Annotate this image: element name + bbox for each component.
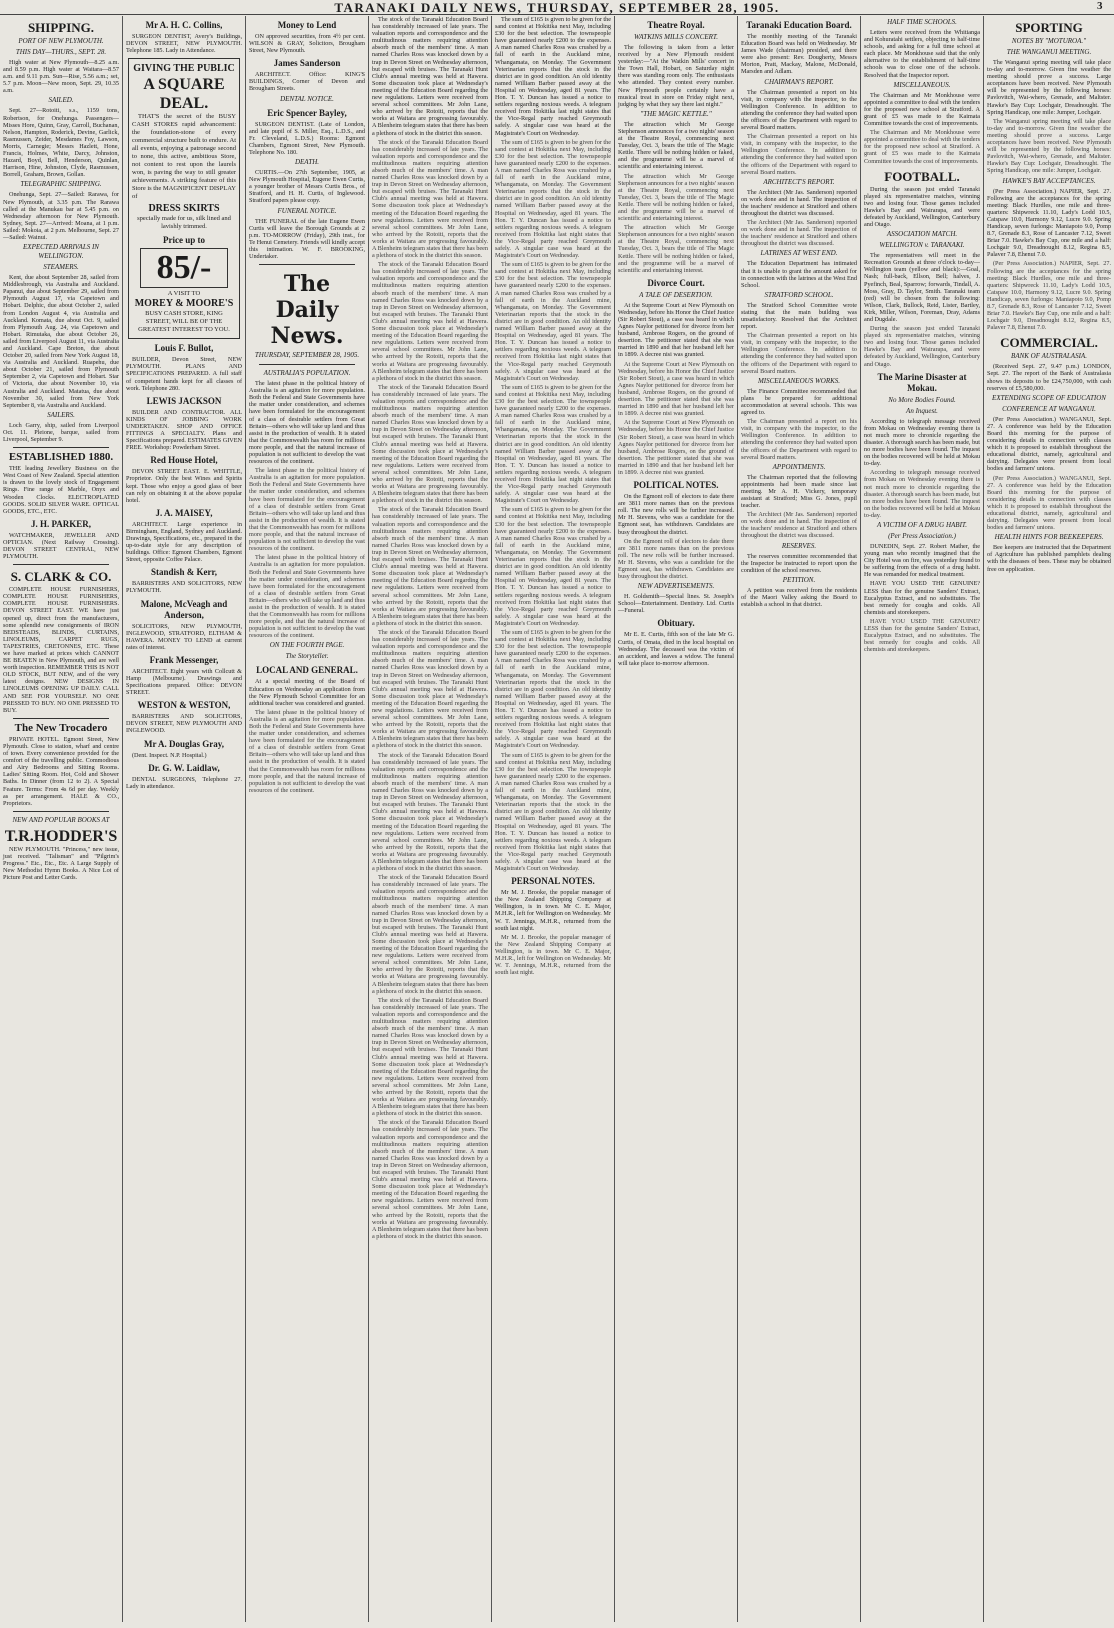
sanderson-name: James Sanderson — [273, 58, 341, 69]
leader-text-continued: The latest phase in the political history of Australia is an agitation for more population. Both the Federal and State Governments have the matter under consideration, and schemes have been formulated for the encouragement of a class of desirable settlers from Great Britain—others who will take up land and thus assist in the production of wealth. It is stated that the Commonwealth has room for millions more people, and that the natural increase of population is not sufficient to develop the vast resources of the continent. — [249, 467, 365, 553]
maisey-name: J. A. MAISEY, — [155, 507, 213, 518]
hodder-text: NEW PLYMOUTH. "Princess," new issue, just received. "Talisman" and "Pilgrim's Progress." Etc., Etc., Etc. A Large Supply of New Methodist Hymn Books. A Nice Lot of Picture Post and Letter Cards. — [3, 845, 119, 882]
divorce-heading: Divorce Court. — [647, 277, 705, 288]
standish-name: Standish & Kerr, — [151, 567, 217, 578]
sporting-subheading: NOTES BY "MOTUROA." — [1011, 37, 1087, 45]
local-items-continued: The stock of the Taranaki Education Board has considerably increased of late years. The valuation reports and correspondence and the multitudinous matters requiring attention absorb much of the members' time. A man named Charles Ross was knocked down by a trap in Devon Street on Wednesday afternoon, but escaped with bruises. The Taranaki Hunt Club's annual meeting was held at Hawera. Some discussion took place at Wednesday's meeting of the Education Board regarding the new regulations. Letters were received from several school committees. Mr John Lane, who arrived by the Rotoiti, reports that the works at Waitara are progressing favourably. A Blenheim telegram states that there has been a plethora of stock in the district this season. — [372, 1119, 488, 1240]
mokau-heading: The Marine Disaster at Mokau. — [877, 371, 967, 393]
maisey-text: ARCHITECT. Large experience in Birmingham, England, Sydney and Auckland. Drawings, Specifications, etc., prepared in the up-to-date style for any description of buildings. Office: Egmont Chambers, Egmont Street, opposite Coffee Palace. — [126, 520, 242, 564]
local-items-continued: The sum of £165 is given to be given for the sand contest at Hokitika next May, including £30 for the best selection. The townspeople have guaranteed nearly £200 to the expenses. A man named Charles Ross was crushed by a fall of earth in the Auckland mine, Whangamata, on Monday. The Government Veterinarian reports that the stock in the district are in good condition. An old identity named William Barber passed away at the Hospital on Wednesday, aged 81 years. The Hon. T. Y. Duncan has issued a notice to settlers regarding noxious weeds. A telegram received from Hokitika last night states that the Vice-Regal party reached Greymouth safely. A singular case was heard at the Magistrate's Court on Wednesday. — [495, 383, 611, 505]
money-text: ON approved securities, from 4½ per cent. WILSON & GRAY, Solicitors, Brougham Street, New Plymouth. — [249, 33, 365, 55]
bullot-text: BUILDER, Devon Street, NEW PLYMOUTH. PLANS AND SPECIFICATIONS PREPARED. A full staff of competent hands kept for all classes of work. Telephone 280. — [126, 356, 242, 392]
shipping-heading: SHIPPING. — [27, 20, 95, 35]
local-items-continued: The sum of £165 is given to be given for the sand contest at Hokitika next May, including £30 for the best selection. The townspeople have guaranteed nearly £200 to the expenses. A man named Charles Ross was crushed by a fall of earth in the Auckland mine, Whangamata, on Monday. The Government Veterinarian reports that the stock in the district are in good condition. An old identity named William Barber passed away at the Hospital on Wednesday, aged 81 years. The Hon. T. Y. Duncan has issued a notice to settlers regarding noxious weeds. A telegram received from Hokitika last night states that the Vice-Regal party reached Greymouth safely. A singular case was heard at the Magistrate's Court on Wednesday. — [495, 138, 611, 260]
visit-text: A VISIT TO — [167, 290, 201, 298]
theatre-heading: Theatre Royal. — [647, 20, 705, 30]
political-heading: POLITICAL NOTES. — [633, 480, 719, 491]
column-4 — [369, 16, 491, 1622]
collins-text: SURGEON DENTIST, Avery's Buildings, DEVON STREET, NEW PLYMOUTH. Telephone 185. Lady in Attendance. — [126, 33, 242, 55]
new-ads-text: H. Goldsmith—Special lines. St. Joseph's School—Entertainment. Dentistry. Ltd. Curtis—Funeral. — [618, 593, 734, 615]
local-general-text: At a special meeting of the Board of Education on Wednesday an application from the New Plymouth School Committee for an additional teacher was considered and granted. — [249, 678, 365, 707]
eucalyptus-ad-continued: HAVE YOU USED THE GENUINE? LESS than for the genuine Sanders' Extract, Eucalyptus Extract, and no substitutes. The best remedy for coughs and colds. All chemists and storekeepers. — [864, 617, 980, 654]
local-general-heading: LOCAL AND GENERAL. — [256, 665, 358, 676]
wanganui-continued: The Wanganui spring meeting will take place to-day and to-morrow. Given fine weather the meeting should prove a success. Large acceptances have been received. New Plymouth will be represented by the following horses: Pavlovitch, Wai-whero, Grenade, and Maltster. Hawke's Bay Cup: Lochgair, Dreadnought. The Spring Handicap, one mile: Jumper, Lochgair. — [987, 117, 1111, 175]
education-scope-subheading: CONFERENCE AT WANGANUI. — [1002, 404, 1096, 413]
association-text: The representatives will meet in the Recreation Grounds at three o'clock to-day—Wellington team (yellow and black):—Goal, Nash; full-back, Ellson, Bell; halves, J. Pyefinch, Beal, Sparrow; forwards, Tindall, A. Moss, Gray, D. Taylor, Smith. Taranaki team (red) will be chosen from the following: Wilson, Clark, Bullock, Reid, Lister, Bartley, Kirk, Miller, Wilson, Foreman, Dray, Adams and Dugdale. — [864, 252, 980, 323]
death-text: CURTIS.—On 27th September, 1905, at New Plymouth Hospital, Eugene Ewen Curtis, a younger brother of Messrs Curtis Bros., of Stratford, and H. H. Curtis, of Inglewood. Stratford papers please copy. — [249, 169, 365, 205]
mokau-text: According to telegraph message received from Mokau on Wednesday evening there is not much more to chronicle regarding the disaster. A thorough search has been made, but no more bodies have been found. The inquest on the bodies recovered will be held at Mokau to-day. — [864, 417, 980, 468]
divorce-subheading: A TALE OF DESERTION. — [639, 290, 713, 299]
expected-heading: EXPECTED ARRIVALS IN WELLINGTON. — [23, 243, 99, 261]
architect-report-text: The Architect (Mr Jas. Sanderson) reported on work done and in hand. The inspection of the teachers' residence at Stratford and others throughout the district was discussed. — [741, 188, 857, 217]
theatre-subheading: WATKINS MILLS CONCERT. — [633, 33, 719, 41]
magic-kettle-continued: The attraction which Mr George Stephenson announces for a two nights' season at the Theatre Royal, commencing next Tuesday, Oct. 3, bears the title of The Magic Kettle. There will be nothing hidden or faked, and the programme will be a marvel of scientific and entertaining interest. — [618, 224, 734, 274]
association-heading: ASSOCIATION MATCH. — [886, 230, 958, 239]
local-items-continued: The sum of £165 is given to be given for the sand contest at Hokitika next May, including £30 for the best selection. The townspeople have guaranteed nearly £200 to the expenses. A man named Charles Ross was crushed by a fall of earth in the Auckland mine, Whangamata, on Monday. The Government Veterinarian reports that the stock in the district are in good condition. An old identity named William Barber passed away at the Hospital on Wednesday, aged 81 years. The Hon. T. Y. Duncan has issued a notice to settlers regarding noxious weeds. A telegram received from Hokitika last night states that the Vice-Regal party reached Greymouth safely. A singular case was heard at the Magistrate's Court on Wednesday. — [495, 751, 611, 873]
misc-works-text: The Finance Committee recommended that plans be prepared for additional accommodation at several schools. This was agreed to. — [741, 387, 857, 417]
messenger-text: ARCHITECT. Eight years with Collcutt & Hamp (Melbourne). Drawings and Specifications prepared. Office: DEVON STREET. — [126, 667, 242, 697]
column-7 — [738, 16, 860, 1622]
magic-kettle-continued: The attraction which Mr George Stephenson announces for a two nights' season at the Theatre Royal, commencing next Tuesday, Oct. 3, bears the title of The Magic Kettle. There will be nothing hidden or faked, and the programme will be a marvel of scientific and entertaining interest. — [618, 172, 734, 223]
malone-name: Malone, McVeagh and Anderson, — [140, 598, 228, 620]
sailers-heading: SAILERS. — [47, 410, 75, 419]
football-text: During the season just ended Taranaki played six representative matches, winning two and losing four. Those games included Hawke's Bay and Wairarapa, and were defeated by Auckland, Wellington, Canterbury and Otago. — [864, 185, 980, 229]
weston-text: BARRISTERS AND SOLICITORS, DEVON STREET, NEW PLYMOUTH AND INGLEWOOD. — [126, 713, 242, 735]
divider — [13, 447, 109, 448]
education-scope-heading: EXTENDING SCOPE OF EDUCATION — [992, 393, 1106, 402]
established-text: THE leading Jewellery Business on the West Coast of New Zealand. Special attention is drawn to the lovely stock of Engagement Rings. Fine range of Marble, Onyx and Wooden Clocks. ELECTROPLATED GOODS. SOLID SILVER WARE. OPTICAL GOODS, ETC., ETC. — [3, 465, 119, 515]
local-items-continued: The sum of £165 is given to be given for the sand contest at Hokitika next May, including £30 for the best selection. The townspeople have guaranteed nearly £200 to the expenses. A man named Charles Ross was crushed by a fall of earth in the Auckland mine, Whangamata, on Monday. The Government Veterinarian reports that the stock in the district are in good condition. An old identity named William Barber passed away at the Hospital on Wednesday, aged 81 years. The Hon. T. Y. Duncan has issued a notice to settlers regarding noxious weeds. A telegram received from Hokitika last night states that the Vice-Regal party reached Greymouth safely. A singular case was heard at the Magistrate's Court on Wednesday. — [495, 261, 611, 382]
half-time-heading: HALF TIME SCHOOLS. — [887, 18, 957, 26]
petition-heading: PETITION. — [782, 575, 816, 584]
death-heading: DEATH. — [294, 158, 320, 167]
trocadero-text: PRIVATE HOTEL. Egmont Street, New Plymouth. Close to station, wharf and centre of town. Every convenience provided for the comfort of the travelling public. Commodious and Airy Bedrooms and Sitting Rooms. Ladies' Sitting Room. Hot, Cold and Shower Baths. In Dinner (from 12 to 2). A Special Feature. Terms: From 4s 6d per day. Weekly as per arrangement. HALE & CO., Proprietors. — [3, 735, 119, 807]
appointments-continued: The Architect (Mr Jas. Sanderson) reported on work done and in hand. The inspection of the teachers' residence at Stratford and others throughout the district was discussed. — [741, 511, 857, 540]
local-items-text-2: The sum of £165 is given to be given for the sand contest at Hokitika next May, including £30 for the best selection. The townspeople have guaranteed nearly £200 to the expenses. A man named Charles Ross was crushed by a fall of earth in the Auckland mine, Whangamata, on Monday. The Government Veterinarian reports that the stock in the district are in good condition. An old identity named William Barber passed away at the Hospital on Wednesday, aged 81 years. The Hon. T. Y. Duncan has issued a notice to settlers regarding noxious weeds. A telegram received from Hokitika last night states that the Vice-Regal party reached Greymouth safely. A singular case was heard at the Magistrate's Court on Wednesday. — [495, 16, 611, 137]
laidlaw-name: Dr. G. W. Laidlaw, — [148, 762, 220, 773]
local-items-continued: The stock of the Taranaki Education Board has considerably increased of late years. The valuation reports and correspondence and the multitudinous matters requiring attention absorb much of the members' time. A man named Charles Ross was knocked down by a trap in Devon Street on Wednesday afternoon, but escaped with bruises. The Taranaki Hunt Club's annual meeting was held at Hawera. Some discussion took place at Wednesday's meeting of the Education Board regarding the new regulations. Letters were received from several school committees. Mr John Lane, who arrived by the Rotoiti, reports that the works at Waitara are progressing favourably. A Blenheim telegram states that there has been a plethora of stock in the district this season. — [372, 261, 488, 382]
mokau-continued: According to telegraph message received from Mokau on Wednesday evening there is not much more to chronicle regarding the disaster. A thorough search has been made, but no more bodies have been found. The inquest on the bodies recovered will be held at Mokau to-day. — [864, 469, 980, 519]
personal-notes-heading: PERSONAL NOTES. — [511, 876, 595, 887]
political-continued: On the Egmont roll of electors to date there are 3811 more names than on the previous roll. The new rolls will be further increased. Mr H. Stevens, who was a candidate for the Egmont seat, has withdrawn. Candidates are busy throughout the district. — [618, 537, 734, 581]
column-3 — [246, 16, 368, 1622]
drug-habit-text: DUNEDIN, Sept. 27. Robert Mather, the young man who recently imagined that the City Hotel was on fire, was yesterday found to be suffering from the effects of a drug habit. He was remanded for medical treatment. — [864, 542, 980, 579]
chairman-report-heading: CHAIRMAN'S REPORT. — [764, 77, 834, 86]
funeral-text: THE FUNERAL of the late Eugene Ewen Curtis will leave the Borough Grounds at 2 p.m. TO-MORROW (Friday), 29th inst., for Te Henui Cemetery. Friends will kindly accept this intimation. W. F. BROOKING, Undertaker. — [249, 217, 365, 260]
hawkes-bay-heading: HAWKE'S BAY ACCEPTANCES. — [1002, 176, 1096, 185]
divider — [13, 564, 109, 565]
local-items-continued: The sum of £165 is given to be given for the sand contest at Hokitika next May, including £30 for the best selection. The townspeople have guaranteed nearly £200 to the expenses. A man named Charles Ross was crushed by a fall of earth in the Auckland mine, Whangamata, on Monday. The Government Veterinarian reports that the stock in the district are in good condition. An old identity named William Barber passed away at the Hospital on Wednesday, aged 81 years. The Hon. T. Y. Duncan has issued a notice to settlers regarding noxious weeds. A telegram received from Hokitika last night states that the Vice-Regal party reached Greymouth safely. A singular case was heard at the Magistrate's Court on Wednesday. — [495, 628, 611, 750]
fourth-page-subheading: The Storyteller. — [285, 652, 329, 661]
education-board-heading: Taranaki Education Board. — [746, 20, 852, 30]
morey-moore-name: MOREY & MOORE'S — [134, 298, 234, 310]
telegraphic-text: Onehunga, Sept. 27—Sailed: Rarawa, for New Plymouth, at 3.35 p.m. The Rarawa called at the Manukau bar at 5.45 p.m. on Wednesday afternoon for New Plymouth. Sydney, Sept. 27—Arrived: Moana, at 1 p.m. Sailed: Mokoia, at 2 p.m. Melbourne, Sept. 27—Sailed: Wainui. — [3, 191, 119, 241]
half-time-text: Letters were received from the Whitianga and Kohuratahi settlers, objecting to half-time schools, and asking for a full time school at each place. Mr Monkhouse said that the only alternative to the establishment of half-time schools was to close one of the schools. Resolved that the Inspector report. — [864, 29, 980, 79]
red-house-text: DEVON STREET EAST. E. WHITTLE, Proprietor. Only the best Wines and Spirits kept. Those who enjoy a good glass of beer can rely on obtaining it at the above popular hotel. — [126, 468, 242, 504]
dress-skirts-text: specially made for us, silk lined and lavishly trimmed. — [137, 215, 231, 231]
hawkes-bay-text: (Per Press Association.) NAPIER, Sept. 27. Following are the acceptances for the spring meeting: Black Hurdles, one mile and three-quarters: Shipwreck 11.10, Lady's Lodd 10.5, Catspaw 10.0, Harmony 9.12, Lucre 9.0. Spring Handicap, seven furlongs: Maniapoto 9.0, Pomp 8.7, Grenade 8.3, Rose of Lancaster 7.12, Sweet Briar 7.0. Hawke's Bay Cup, one mile and a half: Lochgair 9.0, Dreadnought 8.12, Regina 8.5, Palaver 7.8, Ehenui 7.0. — [987, 187, 1111, 259]
hodder-name: T.R.HODDER'S — [4, 827, 118, 845]
chairman-report-text: The Chairman presented a report on his visit, in company with the inspector, to the Wellington Conference. In addition to attending the conference they had waited upon the officers of the Department with regard to several Board matters. — [741, 88, 857, 132]
weston-name: WESTON & WESTON, — [137, 700, 231, 711]
divorce-continued: At the Supreme Court at New Plymouth on Wednesday, before his Honor the Chief Justice (Sir Robert Stout), a case was heard in which Agnes Naylor petitioned for divorce from her husband, Ambrose Rogers, on the ground of desertion. The petitioner stated that she was married in 1890 and that her husband left her in 1899. A decree nisi was granted. — [618, 360, 734, 418]
obituary-heading: Obituary. — [657, 618, 695, 629]
reserves-heading: RESERVES. — [781, 541, 817, 550]
column-9 — [984, 16, 1114, 1622]
architect-report-heading: ARCHITECT'S REPORT. — [763, 177, 835, 186]
shipping-date: THIS DAY—THURS., SEPT. 28. — [15, 48, 107, 56]
local-items-continued: The stock of the Taranaki Education Board has considerably increased of late years. The valuation reports and correspondence and the multitudinous matters requiring attention absorb much of the members' time. A man named Charles Ross was knocked down by a trap in Devon Street on Wednesday afternoon, but escaped with bruises. The Taranaki Hunt Club's annual meeting was held at Hawera. Some discussion took place at Wednesday's meeting of the Education Board regarding the new regulations. Letters were received from several school committees. Mr John Lane, who arrived by the Rotoiti, reports that the works at Waitara are progressing favourably. A Blenheim telegram states that there has been a plethora of stock in the district this season. — [372, 996, 488, 1118]
drug-habit-heading: A VICTIM OF A DRUG HABIT. — [876, 520, 968, 529]
commercial-text: (Received Sept. 27, 9.47 p.m.) LONDON, Sept. 27. The report of the Bank of Australasia shows its deposits to be £24,750,000, with cash reserves of £5,580,000. — [987, 363, 1111, 392]
local-items-continued: The stock of the Taranaki Education Board has considerably increased of late years. The valuation reports and correspondence and the multitudinous matters requiring attention absorb much of the members' time. A man named Charles Ross was knocked down by a trap in Devon Street on Wednesday afternoon, but escaped with bruises. The Taranaki Hunt Club's annual meeting was held at Hawera. Some discussion took place at Wednesday's meeting of the Education Board regarding the new regulations. Letters were received from several school committees. Mr John Lane, who arrived by the Rotoiti, reports that the works at Waitara are progressing favourably. A Blenheim telegram states that there has been a plethora of stock in the district this season. — [372, 138, 488, 260]
sailers-text: Loch Garry, ship, sailed from Liverpool Oct. 11. Pleione, barque, sailed from Liverpool, September 9. — [3, 421, 119, 444]
red-house-name: Red House Hotel, — [150, 455, 218, 466]
commercial-subheading: BANK OF AUSTRALASIA. — [1011, 352, 1087, 361]
local-items-continued: The stock of the Taranaki Education Board has considerably increased of late years. The valuation reports and correspondence and the multitudinous matters requiring attention absorb much of the members' time. A man named Charles Ross was knocked down by a trap in Devon Street on Wednesday afternoon, but escaped with bruises. The Taranaki Hunt Club's annual meeting was held at Hawera. Some discussion took place at Wednesday's meeting of the Education Board regarding the new regulations. Letters were received from several school committees. Mr John Lane, who arrived by the Rotoiti, reports that the works at Waitara are progressing favourably. A Blenheim telegram states that there has been a plethora of stock in the district this season. — [372, 751, 488, 873]
education-scope-text: (Per Press Association.) WANGANUI, Sept. 27. A conference was held by the Education Board this morning for the purpose of considering details in connection with classes which it is proposed to establish throughout the educational district, namely, agricultural and dairying. Delegates were present from local bodies and farmers' unions. — [987, 415, 1111, 473]
stratford-school-text: The Stratford School Committee wrote stating that the main building was unsatisfactory. Resolved that the Architect report. — [741, 301, 857, 331]
bayley-name: Eric Spencer Bayley, — [267, 107, 347, 118]
busy-cash-advertisement — [128, 58, 240, 339]
trocadero-name: The New Trocadero — [14, 721, 108, 734]
masthead-title: TARANAKI DAILY NEWS, THURSDAY, SEPTEMBER 28, 1905. — [334, 0, 780, 15]
column-5 — [492, 16, 614, 1622]
magic-kettle-text: The attraction which Mr George Stephenson announces for a two nights' season at the Theatre Royal, commencing next Tuesday, Oct. 3, bears the title of The Magic Kettle. There will be nothing hidden or faked, and the programme will be a marvel of scientific and entertaining interest. — [618, 120, 734, 171]
latrines-text: The Education Department has intimated that it is unable to grant the amount asked for in connection with the latrines at the West End School. — [741, 260, 857, 289]
divider — [13, 811, 109, 812]
standish-text: BARRISTERS AND SOLICITORS, NEW PLYMOUTH. — [126, 580, 242, 595]
health-hints-text: Bee keepers are instructed that the Department of Agriculture has published pamphlets dealing with the diseases of bees. These may be obtained free on application. — [987, 544, 1111, 573]
personal-notes-continued: Mr M. J. Brooke, the popular manager of the New Zealand Shipping Company at Wellington, is in town. Mr C. E. Major, M.H.R., left for Wellington on Wednesday. Mr W. T. Jennings, M.H.R., returned from the south last night. — [495, 933, 611, 977]
established-heading: ESTABLISHED 1880. — [8, 451, 114, 464]
column-8 — [861, 16, 983, 1622]
tides-text: High water at New Plymouth—8.25 a.m. and 8.59 p.m. High water at Waitara—8.57 a.m. and 9.11 p.m. Sun—Rise, 5.56 a.m.; set, 5.7 p.m. Moon—New moon, Sept. 29, 10.35 a.m. — [3, 59, 119, 95]
commercial-heading: COMMERCIAL. — [1000, 335, 1098, 351]
sailed-heading: SAILED. — [48, 96, 74, 105]
steamers-heading: STEAMERS. — [43, 263, 79, 272]
association-subheading: WELLINGTON v. TARANAKI. — [879, 241, 965, 250]
funeral-heading: FUNERAL NOTICE. — [277, 206, 337, 215]
sailed-text: Sept. 27—Rotoiti, s.s., 1159 tons, Robertson, for Onehunga. Passengers—Misses Hore, Quinn, Gray, Carroll, Buchanan, Nelson, Hampton, Roderick, Devine, Garlick, Rasmussen, Zeider, Mesdames Foy, Lawson, Morris, Carnegie; Messrs Hazlett, Hone, Francis, Holmes, White, Darcy, Johnston, Hazard, Boyd, Bell, Henderson, Quinlan, Harrison, Hine, Johnston, Clyde, Rasmussen, Borrell, Graham, Brown, Gollan. — [3, 107, 119, 179]
bayley-text: SURGEON DENTIST. (Late of London, and late pupil of S. Miller, Esq., L.D.S., and Fr. Cleveland, L.D.S.) Rooms: Egmont Chambers, Egmont Street, New Plymouth. Telephone No. 180. — [249, 120, 365, 156]
divider — [13, 718, 109, 719]
wanganui-heading: THE WANGANUI MEETING. — [1006, 48, 1092, 56]
column-2 — [123, 16, 245, 1622]
sporting-heading: SPORTING — [1015, 20, 1083, 35]
leader-text-continued: The latest phase in the political history of Australia is an agitation for more population. Both the Federal and State Governments have the matter under consideration, and schemes have been formulated for the encouragement of a class of desirable settlers from Great Britain—others who will take up land and thus assist in the production of wealth. It is stated that the Commonwealth has room for millions more people, and that the natural increase of population is not sufficient to develop the vast resources of the continent. — [249, 554, 365, 640]
football-heading: FOOTBALL. — [884, 168, 960, 184]
local-items-continued: The stock of the Taranaki Education Board has considerably increased of late years. The valuation reports and correspondence and the multitudinous matters requiring attention absorb much of the members' time. A man named Charles Ross was knocked down by a trap in Devon Street on Wednesday afternoon, but escaped with bruises. The Taranaki Hunt Club's annual meeting was held at Hawera. Some discussion took place at Wednesday's meeting of the Education Board regarding the new regulations. Letters were received from several school committees. Mr John Lane, who arrived by the Rotoiti, reports that the works at Waitara are progressing favourably. A Blenheim telegram states that there has been a plethora of stock in the district this season. — [372, 628, 488, 750]
jackson-name: LEWIS JACKSON — [146, 395, 222, 406]
morey-moore-text: BUSY CASH STORE, KING STREET, WILL BE OF THE GREATEST INTEREST TO YOU. — [138, 310, 230, 334]
local-items-continued: The sum of £165 is given to be given for the sand contest at Hokitika next May, including £30 for the best selection. The townspeople have guaranteed nearly £200 to the expenses. A man named Charles Ross was crushed by a fall of earth in the Auckland mine, Whangamata, on Monday. The Government Veterinarian reports that the stock in the district are in good condition. An old identity named William Barber passed away at the Hospital on Wednesday, aged 81 years. The Hon. T. Y. Duncan has issued a notice to settlers regarding noxious weeds. A telegram received from Hokitika last night states that the Vice-Regal party reached Greymouth safely. A singular case was heard at the Magistrate's Court on Wednesday. — [495, 506, 611, 627]
books-heading: NEW AND POPULAR BOOKS AT — [12, 815, 110, 824]
eucalyptus-ad-text: HAVE YOU USED THE GENUINE? LESS than for the genuine Sanders' Extract, Eucalyptus Extract, and no substitutes. The best remedy for coughs and colds. All chemists and storekeepers. — [864, 580, 980, 616]
misc-works-continued: The Chairman presented a report on his visit, in company with the inspector, to the Wellington Conference. In addition to attending the conference they had waited upon the officers of the Department with regard to several Board matters. — [741, 418, 857, 461]
misc-text: The Chairman and Mr Monkhouse were appointed a committee to deal with the tenders for the proposed new school at Stratford. A grant of £5 was made to the Kaimata Committee towards the cost of improvements. — [864, 91, 980, 128]
divorce-continued: At the Supreme Court at New Plymouth on Wednesday, before his Honor the Chief Justice (Sir Robert Stout), a case was heard in which Agnes Naylor petitioned for divorce from her husband, Ambrose Rogers, on the ground of desertion. The petitioner stated that she was married in 1890 and that her husband left her in 1899. A decree nisi was granted. — [618, 419, 734, 476]
drug-habit-subheading: (Per Press Association.) — [888, 531, 956, 540]
masthead — [0, 0, 1114, 15]
magic-kettle-heading: "THE MAGIC KETTLE." — [640, 109, 712, 118]
parker-text: WATCHMAKER, JEWELLER AND OPTICIAN. (Next Railway Crossing). DEVON STREET CENTRAL, NEW PLYMOUTH. — [3, 531, 119, 561]
square-deal-text: THAT'S the secret of the BUSY CASH STORES rapid advancement: the foundation-stone of every commercial structure built to endure. At all events, enjoying a patronage second to none, this active, ambitious Store, not content to rest upon the laurels won, is paving the way to still greater achievements. A striking feature of this Store is the MAGNIFICENT DISPLAY of — [132, 113, 237, 201]
latrines-heading: LATRINES AT WEST END. — [760, 249, 838, 258]
giving-heading: GIVING THE PUBLIC — [133, 63, 235, 75]
price-value: 85/- — [140, 248, 228, 288]
health-hints-heading: HEALTH HINTS FOR BEEKEEPERS. — [994, 533, 1104, 542]
clark-name: S. CLARK & CO. — [10, 569, 112, 585]
divider — [259, 364, 355, 365]
leader-text: The latest phase in the political history of Australia is an agitation for more population. Both the Federal and State Governments have the matter under consideration, and schemes have been formulated for the encouragement of a class of desirable settlers from Great Britain—others who will take up land and thus assist in the production of wealth. It is stated that the Commonwealth has room for millions more people, and that the natural increase of population is not sufficient to develop the vast resources of the continent. — [249, 380, 365, 466]
appointments-heading: APPOINTMENTS. — [772, 462, 826, 471]
wanganui-text: The Wanganui spring meeting will take place to-day and to-morrow. Given fine weather the meeting should prove a success. Large acceptances have been received. New Plymouth will be represented by the following horses: Pavlovitch, Wai-whero, Grenade, and Maltster. Hawke's Bay Cup: Lochgair, Dreadnought. The Spring Handicap, one mile: Jumper, Lochgair. — [987, 59, 1111, 116]
leader-heading: AUSTRALIA'S POPULATION. — [263, 369, 351, 378]
new-ads-heading: NEW ADVERTISEMENTS. — [637, 582, 715, 591]
fourth-page-heading: ON THE FOURTH PAGE. — [269, 641, 345, 650]
misc-heading: MISCELLANEOUS. — [893, 80, 951, 89]
page-number: 3 — [1097, 0, 1104, 12]
education-scope-continued: (Per Press Association.) WANGANUI, Sept. 27. A conference was held by the Education Board this morning for the purpose of considering details in connection with classes which it is proposed to establish throughout the educational district, namely, agricultural and dairying. Delegates were present from local bodies and farmers' unions. — [987, 474, 1111, 532]
money-heading: Money to Lend — [277, 20, 337, 30]
obituary-text: Mr E. E. Curtis, fifth son of the late Mr G. Curtis, of Omata, died in the local hospital on Wednesday. The deceased was the victim of an accident, and leaves a widow. The funeral will take place to-morrow afternoon. — [618, 631, 734, 667]
dress-skirts-heading: DRESS SKIRTS — [148, 203, 220, 215]
chairman-report-continued: The Chairman presented a report on his visit, in company with the inspector, to the Wellington Conference. In addition to attending the conference they had waited upon the officers of the Department with regard to several Board matters. — [741, 133, 857, 176]
association-continued: During the season just ended Taranaki played six representative matches, winning two and losing four. Those games included Hawke's Bay and Wairarapa, and were defeated by Auckland, Wellington, Canterbury and Otago. — [864, 325, 980, 368]
personal-notes-text: Mr M. J. Brooke, the popular manager of the New Zealand Shipping Company at Wellington, is in town. Mr C. E. Major, M.H.R., left for Wellington on Wednesday. Mr W. T. Jennings, M.H.R., returned from the south last night. — [495, 889, 611, 932]
reserves-text: The reserves committee recommended that the Inspector be instructed to report upon the condition of the school reserves. — [741, 552, 857, 574]
local-items-continued: The stock of the Taranaki Education Board has considerably increased of late years. The valuation reports and correspondence and the multitudinous matters requiring attention absorb much of the members' time. A man named Charles Ross was knocked down by a trap in Devon Street on Wednesday afternoon, but escaped with bruises. The Taranaki Hunt Club's annual meeting was held at Hawera. Some discussion took place at Wednesday's meeting of the Education Board regarding the new regulations. Letters were received from several school committees. Mr John Lane, who arrived by the Rotoiti, reports that the works at Waitara are progressing favourably. A Blenheim telegram states that there has been a plethora of stock in the district this season. — [372, 874, 488, 995]
parker-name: J. H. PARKER, — [30, 518, 92, 529]
bullot-name: Louis F. Bullot, — [154, 343, 214, 354]
divider — [259, 264, 355, 265]
newspaper-title: The Daily News. — [270, 271, 344, 350]
clark-text: COMPLETE HOUSE FURNISHERS, COMPLETE HOUSE FURNISHERS, COMPLETE HOUSE FURNISHERS. DEVON STREET EAST. WE have just opened up, direct from the manufacturers, some splendid new consignments of IRON BEDSTEADS, BLINDS, CURTAINS, LINOLEUMS, CARPET RUGS, TAPESTRIES, CRETONNES, ETC. These we have marked at prices which CANNOT BE BEATEN in New Plymouth, and are well worth inspection. REMEMBER THIS IS NOT OLD STOCK, BUT NEW, and of the very latest designs. NEW DESIGNS IN LINOLEUMS OPENING UP DAILY. CALL AND SEE FOR YOURSELF. NO ONE PRESSED TO BUY. NO ONE PRESSED TO BUY. — [3, 586, 119, 714]
square-deal-heading: A SQUARE DEAL. — [143, 76, 225, 113]
petition-text: A petition was received from the residents of the Maori Valley asking the Board to establish a school in that district. — [741, 586, 857, 608]
jackson-text: BUILDER AND CONTRACTOR. ALL KINDS OF JOBBING WORK UNDERTAKEN. SHOP AND OFFICE FITTINGS A SPECIALTY. Plans and Specifications prepared. ESTIMATES GIVEN FREE. Workshop: Powderham Street. — [126, 408, 242, 452]
column-6 — [615, 16, 737, 1622]
hawkes-bay-continued: (Per Press Association.) NAPIER, Sept. 27. Following are the acceptances for the spring meeting: Black Hurdles, one mile and three-quarters: Shipwreck 11.10, Lady's Lodd 10.5, Catspaw 10.0, Harmony 9.12, Lucre 9.0. Spring Handicap, seven furlongs: Maniapoto 9.0, Pomp 8.7, Grenade 8.3, Rose of Lancaster 7.12, Sweet Briar 7.0. Hawke's Bay Cup, one mile and a half: Lochgair 9.0, Dreadnought 8.12, Regina 8.5, Palaver 7.8, Ehenui 7.0. — [987, 260, 1111, 332]
column-1 — [0, 16, 122, 1622]
port-subheading: PORT OF NEW PLYMOUTH. — [18, 37, 104, 45]
dental-notice-heading: DENTAL NOTICE. — [280, 94, 334, 103]
telegraphic-heading: TELEGRAPHIC SHIPPING. — [20, 180, 102, 189]
political-text: On the Egmont roll of electors to date there are 3811 more names than on the previous roll. The new rolls will be further increased. Mr H. Stevens, who was a candidate for the Egmont seat, has withdrawn. Candidates are busy throughout the district. — [618, 493, 734, 536]
mokau-inquest: An Inquest. — [906, 406, 938, 415]
newspaper-date: THURSDAY, SEPTEMBER 28, 1905. — [254, 351, 360, 360]
sanderson-text: ARCHITECT. Office: KING'S BUILDINGS, Corner of Devon and Brougham Streets. — [249, 71, 365, 93]
gray-name: Mr A. Douglas Gray, — [143, 738, 225, 749]
stratford-school-heading: STRATFORD SCHOOL. — [764, 290, 834, 299]
local-items-continued: The stock of the Taranaki Education Board has considerably increased of late years. The valuation reports and correspondence and the multitudinous matters requiring attention absorb much of the members' time. A man named Charles Ross was knocked down by a trap in Devon Street on Wednesday afternoon, but escaped with bruises. The Taranaki Hunt Club's annual meeting was held at Hawera. Some discussion took place at Wednesday's meeting of the Education Board regarding the new regulations. Letters were received from several school committees. Mr John Lane, who arrived by the Rotoiti, reports that the works at Waitara are progressing favourably. A Blenheim telegram states that there has been a plethora of stock in the district this season. — [372, 383, 488, 505]
theatre-text: The following is taken from a letter received by a New Plymouth resident yesterday:—"At the Watkin Mills' concert in the Town Hall, Hobart, on Saturday night there was standing room only. The enthusiasts who attended. They contest every number. New Plymouth people certainly have a musical treat in store on Friday night next, judging by what they say there last night." — [618, 44, 734, 108]
malone-text: SOLICITORS, NEW PLYMOUTH, INGLEWOOD, STRATFORD, ELTHAM & HAWERA. MONEY TO LEND at current rates of interest. — [126, 622, 242, 651]
steamers-text: Kent, due about September 28, sailed from Middlesbrough, via Australia and Auckland. Papanui, due about September 29, sailed from Plymouth August 17, via Capetown and Hobart. Delphic, due about October 2, sailed from London August 4, via Australia and Auckland. Komata, due about Oct. 9, sailed from Plymouth Aug. 24, via Capetown and Hobart. Rimutaka, due about October 26, sailed from Liverpool August 11, via Australia and Auckland. Cape Breton, due about October 20, sailed from New York August 18, via Australia and Auckland. Ruapehu, due about October 21, sailed from Plymouth September 2, via Capetown and Hobart. Star of Victoria, due about November 10, via Australia and Auckland. Matatua, due about November 30, sailed from New York September 8, via Australia and Auckland. — [3, 274, 119, 409]
price-label: Price up to — [163, 235, 205, 246]
education-board-text: The monthly meeting of the Taranaki Education Board was held on Wednesday. Mr James Wade (chairman) presided, and there were also present: Rev. Dougherty, Messrs Morton, Pratt, Mackay, Malone, McDonald, Marsden and Adlam. — [741, 33, 857, 76]
local-items-continued: The stock of the Taranaki Education Board has considerably increased of late years. The valuation reports and correspondence and the multitudinous matters requiring attention absorb much of the members' time. A man named Charles Ross was knocked down by a trap in Devon Street on Wednesday afternoon, but escaped with bruises. The Taranaki Hunt Club's annual meeting was held at Hawera. Some discussion took place at Wednesday's meeting of the Education Board regarding the new regulations. Letters were received from several school committees. Mr John Lane, who arrived by the Rotoiti, reports that the works at Waitara are progressing favourably. A Blenheim telegram states that there has been a plethora of stock in the district this season. — [372, 506, 488, 627]
architect-report-continued: The Architect (Mr Jas. Sanderson) reported on work done and in hand. The inspection of the teachers' residence at Stratford and others throughout the district was discussed. — [741, 219, 857, 248]
gray-text: (Dent. Inspect. N.P. Hospital.) — [132, 751, 207, 759]
appointments-text: The Chairman reported that the following appointments had been made since last meeting. Mr A. H. Vickery, temporary assistant at Stratford; Miss G. Jones, pupil teacher. — [741, 473, 857, 510]
misc-works-heading: MISCELLANEOUS WORKS. — [757, 376, 841, 385]
laidlaw-text: DENTAL SURGEONS, Telephone 27. Lady in attendance. — [126, 775, 242, 790]
misc-continued: The Chairman and Mr Monkhouse were appointed a committee to deal with the tenders for the proposed new school at Stratford. A grant of £5 was made to the Kaimata Committee towards the cost of improvements. — [864, 129, 980, 165]
messenger-name: Frank Messenger, — [149, 654, 219, 665]
mokau-subheading: No More Bodies Found. — [888, 395, 956, 404]
local-general-continued: The latest phase in the political history of Australia is an agitation for more population. Both the Federal and State Governments have the matter under consideration, and schemes have been formulated for the encouragement of a class of desirable settlers from Great Britain—others who will take up land and thus assist in the production of wealth. It is stated that the Commonwealth has room for millions more people, and that the natural increase of population is not sufficient to develop the vast resources of the continent. — [249, 708, 365, 794]
stratford-school-continued: The Chairman presented a report on his visit, in company with the inspector, to the Wellington Conference. In addition to attending the conference they had waited upon the officers of the Department with regard to several Board matters. — [741, 332, 857, 375]
divorce-text: At the Supreme Court at New Plymouth on Wednesday, before his Honor the Chief Justice (Sir Robert Stout), a case was heard in which Agnes Naylor petitioned for divorce from her husband, Ambrose Rogers, on the ground of desertion. The petitioner stated that she was married in 1890 and that her husband left her in 1899. A decree nisi was granted. — [618, 301, 734, 359]
local-items-text: The stock of the Taranaki Education Board has considerably increased of late years. The valuation reports and correspondence and the multitudinous matters requiring attention absorb much of the members' time. A man named Charles Ross was knocked down by a trap in Devon Street on Wednesday afternoon, but escaped with bruises. The Taranaki Hunt Club's annual meeting was held at Hawera. Some discussion took place at Wednesday's meeting of the Education Board regarding the new regulations. Letters were received from several school committees. Mr John Lane, who arrived by the Rotoiti, reports that the works at Waitara are progressing favourably. A Blenheim telegram states that there has been a plethora of stock in the district this season. — [372, 16, 488, 137]
collins-name: Mr A. H. C. Collins, — [145, 20, 223, 30]
